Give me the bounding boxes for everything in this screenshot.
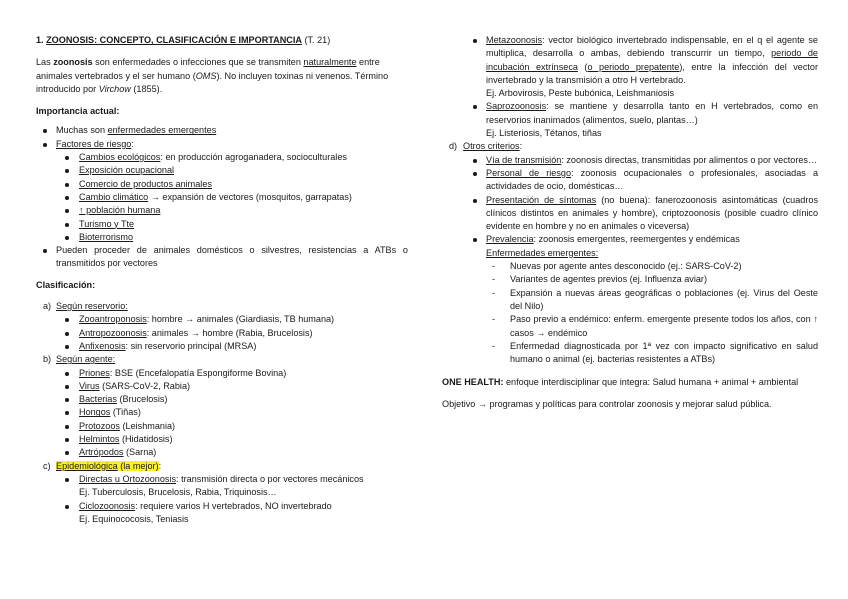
sub-list-item: Saprozoonosis: se mantiene y desarrolla tanto en H vertebrados, como en reservorios inanimados (alimentos, suelo, plantas…) <box>442 100 818 127</box>
bullet-dot-icon <box>65 372 69 376</box>
clasif-item-c: c) Epidemiológica (la mejor): <box>43 460 162 471</box>
bullet-dot-icon <box>43 143 47 147</box>
bullet-dot-icon <box>473 39 477 43</box>
bullet-dot-icon <box>65 236 69 240</box>
bullet-dot-icon <box>65 183 69 187</box>
dash-marker: - <box>492 340 496 351</box>
sub-list-item: Bacterias (Brucelosis) <box>36 393 408 406</box>
bullet-dot-icon <box>65 223 69 227</box>
one-health-line: ONE HEALTH: enfoque interdisciplinar que integra: Salud humana + animal + ambiental <box>442 377 799 388</box>
bullet-dot-icon <box>473 159 477 163</box>
bullet-dot-icon <box>473 199 477 203</box>
bullet-dot-icon <box>65 478 69 482</box>
sub-list-item: Anfixenosis: sin reservorio principal (MRSA) <box>36 340 408 353</box>
importancia-heading: Importancia actual: <box>36 106 120 117</box>
sub-list-item: Virus (SARS-CoV-2, Rabia) <box>36 380 408 393</box>
list-item: Pueden proceder de animales domésticos o silvestres, resistencias a ATBs o transmitidos por vectores <box>36 244 408 271</box>
list-item: Muchas son enfermedades emergentes <box>36 124 408 137</box>
clasificacion-heading: Clasificación: <box>36 279 96 290</box>
example-line: Ej. Equinococosis, Teniasis <box>79 513 189 524</box>
agente-list <box>36 367 408 460</box>
emergentes-item: - Paso previo a endémico: enferm. emergente presente todos los años, con ↑ casos → endémico <box>492 314 818 338</box>
bullet-dot-icon <box>473 238 477 242</box>
sub-list-item: Presentación de síntomas (no buena): fanerozoonosis asintomáticas (cuadros clínicos distintos en animales y hombre), criptozoonosis (posible cuadro clínico evidente en hombre y no en animales o viceversa) <box>442 194 818 234</box>
clasif-item-d: d) Otros criterios: <box>449 141 523 152</box>
bullet-dot-icon <box>65 332 69 336</box>
sub-list-item: Priones: BSE (Encefalopatía Espongiforme Bovina) <box>36 367 408 380</box>
factores-list <box>36 151 408 244</box>
bullet-dot-icon <box>65 505 69 509</box>
sub-list-item: Comercio de productos animales <box>36 178 408 191</box>
sub-list-item: Turismo y Tte <box>36 218 408 231</box>
bullet-dot-icon <box>65 438 69 442</box>
sub-list-item: Protozoos (Leishmania) <box>36 420 408 433</box>
dash-marker: - <box>492 274 496 285</box>
emergentes-item: - Nuevas por agente antes desconocido (ej.: SARS-CoV-2) <box>442 260 818 273</box>
emergentes-item: - Variantes de agentes previos (ej. Influenza aviar) <box>442 273 818 286</box>
list-item: Factores de riesgo: <box>36 138 408 151</box>
dash-marker: - <box>492 261 496 272</box>
sub-list-item: Metazoonosis: vector biológico invertebrado indispensable, en el q el agente se multiplica, desarrolla o ambas, debiendo transcurrir un tiempo, periodo de incubación extrínseca (o periodo prepatente), entre la infección del vector invertebrado y la transmisión a otro H vertebrado. <box>442 34 818 87</box>
bullet-dot-icon <box>65 209 69 213</box>
left-column <box>36 34 408 526</box>
bullet-dot-icon <box>65 385 69 389</box>
example-line: Ej. Listeriosis, Tétanos, tiñas <box>486 128 602 139</box>
bullet-dot-icon <box>65 345 69 349</box>
sub-list-item: Bioterrorismo <box>36 231 408 244</box>
sub-list-item: Artrópodos (Sarna) <box>36 446 408 459</box>
sub-list-item: Antropozoonosis: animales → hombre (Rabia, Brucelosis) <box>36 327 408 340</box>
bullet-dot-icon <box>65 156 69 160</box>
emergentes-item: - Enfermedad diagnosticada por 1ª vez con impacto significativo en salud humano o animal (ej. bacterias resistentes a ATBs) <box>492 340 818 365</box>
bullet-dot-icon <box>43 249 47 253</box>
clasif-item-b: b) Según agente: <box>43 354 116 365</box>
bullet-dot-icon <box>65 411 69 415</box>
bullet-dot-icon <box>43 129 47 133</box>
section-title: 1. ZOONOSIS: CONCEPTO, CLASIFICACIÓN E IMPORTANCIA (T. 21) <box>36 35 331 45</box>
objetivo-line: Objetivo → programas y políticas para controlar zoonosis y mejorar salud pública. <box>442 398 772 409</box>
sub-list-item: Zooantroponosis: hombre → animales (Giardiasis, TB humana) <box>36 313 408 326</box>
bullet-dot-icon <box>65 196 69 200</box>
intro-paragraph: Las zoonosis son enfermedades o infecciones que se transmiten naturalmente entre animales vertebrados y el ser humano (OMS). No incluyen toxinas ni venenos. Término introducido por Virchow (1855). <box>36 57 389 94</box>
bullet-dot-icon <box>65 425 69 429</box>
bullet-dot-icon <box>473 105 477 109</box>
example-line: Ej. Tuberculosis, Brucelosis, Rabia, Triquinosis… <box>79 487 277 498</box>
sub-list-item: ↑ población humana <box>36 204 408 217</box>
sub-list-item: Vía de transmisión: zoonosis directas, transmitidas por alimentos o por vectores… <box>442 154 818 167</box>
bullet-dot-icon <box>65 451 69 455</box>
dash-marker: - <box>492 287 496 298</box>
clasif-item-a: a) Según reservorio: <box>43 301 128 312</box>
bullet-dot-icon <box>65 398 69 402</box>
bullet-dot-icon <box>65 318 69 322</box>
sub-list-item: Prevalencia: zoonosis emergentes, reemergentes y endémicas <box>442 233 818 246</box>
sub-list-item: Hongos (Tiñas) <box>36 406 408 419</box>
bullet-dot-icon <box>65 169 69 173</box>
emergentes-list <box>442 260 818 366</box>
sub-list-item: Directas u Ortozoonosis: transmisión directa o por vectores mecánicos <box>36 473 408 486</box>
example-line: Ej. Arbovirosis, Peste bubónica, Leishmaniosis <box>486 88 675 99</box>
sub-list-item: Helmintos (Hidatidosis) <box>36 433 408 446</box>
sub-list-item: Cambio climático → expansión de vectores (mosquitos, garrapatas) <box>36 191 408 204</box>
emergentes-item: - Expansión a nuevas áreas geográficas o poblaciones (ej. Virus del Oeste del Nilo) <box>492 287 818 311</box>
emergentes-heading: Enfermedades emergentes: <box>486 247 599 258</box>
right-column <box>442 34 818 411</box>
reservorio-list <box>36 313 408 353</box>
sub-list-item: Personal de riesgo: zoonosis ocupacionales o profesionales, asociadas a actividades de ocio, domésticas… <box>442 167 818 194</box>
sub-list-item: Exposición ocupacional <box>36 164 408 177</box>
sub-list-item: Ciclozoonosis: requiere varios H vertebrados, NO invertebrado <box>36 500 408 513</box>
dash-marker: - <box>492 314 496 325</box>
bullet-dot-icon <box>473 172 477 176</box>
sub-list-item: Cambios ecológicos: en producción agroganadera, socioculturales <box>36 151 408 164</box>
